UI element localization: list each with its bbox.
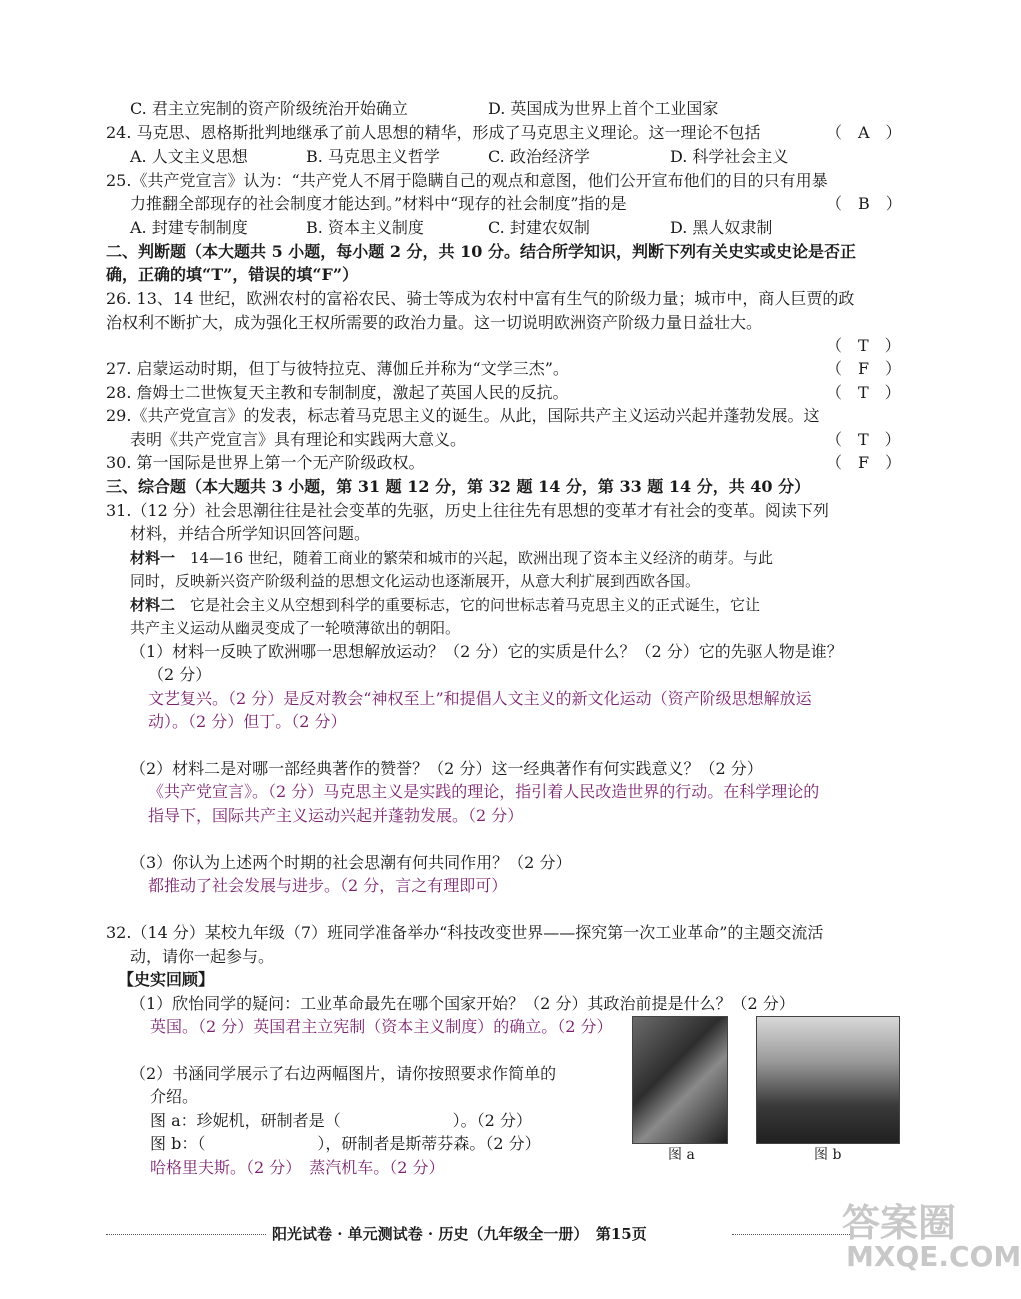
watermark-logo-text: 答案圈 [842, 1201, 957, 1245]
q32-line2: 动，请你一起参与。 [130, 947, 275, 966]
q25-option-d: D. 黑人奴隶制 [670, 218, 773, 237]
q32-part1: （1）欣怡同学的疑问：工业革命最先在哪个国家开始？（2 分）其政治前提是什么？（2 分） [130, 994, 795, 1013]
q27-answer: （ F ） [826, 359, 902, 378]
q30-stem: 30. 第一国际是世界上第一个无产阶级政权。 [106, 453, 425, 472]
q24-option-a: A. 人文主义思想 [130, 147, 248, 166]
q25-option-a: A. 封建专制制度 [130, 218, 248, 237]
section2-heading: 二、判断题（本大题共 5 小题，每小题 2 分，共 10 分。结合所学知识，判断下列有关史实或史论是否正 [106, 242, 856, 261]
footer-rule-right [732, 1234, 852, 1235]
spinning-jenny-image [632, 1016, 728, 1144]
figure-a-caption: 图 a [668, 1147, 695, 1163]
q24-answer: （ A ） [826, 123, 902, 142]
q31-part3: （3）你认为上述两个时期的社会思潮有何共同作用？（2 分） [130, 853, 572, 872]
q31-line2: 材料，并结合所学知识回答问题。 [130, 524, 371, 543]
q29-answer: （ T ） [826, 430, 901, 449]
q31-answer1-line2: 动）。（2 分）但丁。（2 分） [148, 712, 347, 731]
q32-section-heading: 【史实回顾】 [118, 970, 215, 989]
q26-answer: （ T ） [826, 336, 901, 355]
q23-option-d: D. 英国成为世界上首个工业国家 [488, 99, 719, 118]
q24-option-c: C. 政治经济学 [488, 147, 590, 166]
section2-heading-cont: 确，正确的填“T”，错误的填“F”） [106, 265, 359, 284]
q25-line2: 力推翻全部现存的社会制度才能达到。”材料中“现存的社会制度”指的是 [130, 194, 627, 213]
section3-heading: 三、综合题（本大题共 3 小题，第 31 题 12 分，第 32 题 14 分，第 33 题 14 分，共 40 分） [106, 477, 811, 496]
q28-stem: 28. 詹姆士二世恢复天主教和专制制度，激起了英国人民的反抗。 [106, 383, 569, 402]
q32-fig-a-line: 图 a：珍妮机，研制者是（ ）。（2 分） [150, 1111, 532, 1130]
q31-material1-line2: 同时，反映新兴资产阶级利益的思想文化运动也逐渐展开，从意大利扩展到西欧各国。 [130, 572, 701, 590]
q31-answer1-line1: 文艺复兴。（2 分）是反对教会“神权至上”和提倡人文主义的新文化运动（资产阶级思想解放运 [148, 689, 812, 708]
q26-line2: 治权利不断扩大，成为强化王权所需要的政治力量。这一切说明欧洲资产阶级力量日益壮大。 [106, 313, 763, 332]
q31-answer2-line2: 指导下，国际共产主义运动兴起并蓬勃发展。（2 分） [148, 806, 524, 825]
q24-option-d: D. 科学社会主义 [670, 147, 789, 166]
q25-option-c: C. 封建农奴制 [488, 218, 590, 237]
q31-material1-line1 [130, 547, 773, 569]
footer-rule-left [106, 1234, 266, 1235]
footer-title: 阳光试卷 · 单元测试卷 · 历史（九年级全一册） 第15页 [272, 1225, 647, 1243]
q29-line2: 表明《共产党宣言》具有理论和实践两大意义。 [130, 430, 467, 449]
q31-answer2-line1: 《共产党宣言》。（2 分）马克思主义是实践的理论，指引着人民改造世界的行动。在科学理论的 [148, 782, 820, 801]
watermark-url: MXQE.COM [846, 1240, 1021, 1273]
q32-fig-b-line: 图 b：（ ），研制者是斯蒂芬森。（2 分） [150, 1134, 541, 1153]
q32-line1: 32.（14 分）某校九年级（7）班同学准备举办“科技改变世界——探究第一次工业革命”的主题交流活 [106, 923, 824, 942]
q31-part1-line1: （1）材料一反映了欧洲哪一思想解放运动？（2 分）它的实质是什么？（2 分）它的先驱人物是谁？ [130, 642, 843, 661]
steam-locomotive-image [756, 1016, 900, 1144]
q31-material2-line1 [130, 594, 760, 616]
q31-material1-label: 材料一 [130, 549, 176, 567]
q32-answer2: 哈格里夫斯。（2 分） 蒸汽机车。（2 分） [150, 1158, 445, 1177]
q32-part2-line1: （2）书涵同学展示了右边两幅图片，请你按照要求作简单的 [130, 1064, 557, 1083]
q31-material2-line2: 共产主义运动从幽灵变成了一轮喷薄欲出的朝阳。 [130, 619, 461, 637]
q24-stem: 24. 马克思、恩格斯批判地继承了前人思想的精华，形成了马克思主义理论。这一理论不包括 [106, 123, 761, 142]
q25-option-b: B. 资本主义制度 [306, 218, 424, 237]
q23-option-c: C. 君主立宪制的资产阶级统治开始确立 [130, 99, 408, 118]
q26-line1: 26. 13、14 世纪，欧洲农村的富裕农民、骑士等成为农村中富有生气的阶级力量；城市中，商人巨贾的政 [106, 289, 855, 308]
q29-line1: 29.《共产党宣言》的发表，标志着马克思主义的诞生。从此，国际共产主义运动兴起并蓬勃发展。这 [106, 406, 820, 425]
q31-answer3: 都推动了社会发展与进步。（2 分，言之有理即可） [148, 876, 508, 895]
q24-option-b: B. 马克思主义哲学 [306, 147, 440, 166]
q31-material1-text: 14—16 世纪，随着工商业的繁荣和城市的兴起，欧洲出现了资本主义经济的萌芽。与此 [175, 549, 773, 567]
q31-part2: （2）材料二是对哪一部经典著作的赞誉？（2 分）这一经典著作有何实践意义？（2 分） [130, 759, 763, 778]
q32-answer1: 英国。（2 分）英国君主立宪制（资本主义制度）的确立。（2 分） [150, 1017, 613, 1036]
q31-material2-label: 材料二 [130, 596, 176, 614]
q31-material2-text: 它是社会主义从空想到科学的重要标志，它的问世标志着马克思主义的正式诞生，它让 [175, 596, 761, 614]
q25-answer: （ B ） [826, 194, 902, 213]
q31-line1: 31.（12 分）社会思潮往往是社会变革的先驱，历史上往往先有思想的变革才有社会的变革。阅读下列 [106, 501, 829, 520]
q31-part1-line2: （2 分） [148, 665, 212, 684]
q32-part2-line2: 介绍。 [150, 1087, 199, 1106]
figure-b-caption: 图 b [814, 1147, 842, 1163]
q25-line1: 25.《共产党宣言》认为：“共产党人不屑于隐瞒自己的观点和意图，他们公开宣布他们的目的只有用暴 [106, 171, 828, 190]
q28-answer: （ T ） [826, 383, 901, 402]
q27-stem: 27. 启蒙运动时期，但丁与彼特拉克、薄伽丘并称为“文学三杰”。 [106, 359, 569, 378]
q30-answer: （ F ） [826, 453, 902, 472]
